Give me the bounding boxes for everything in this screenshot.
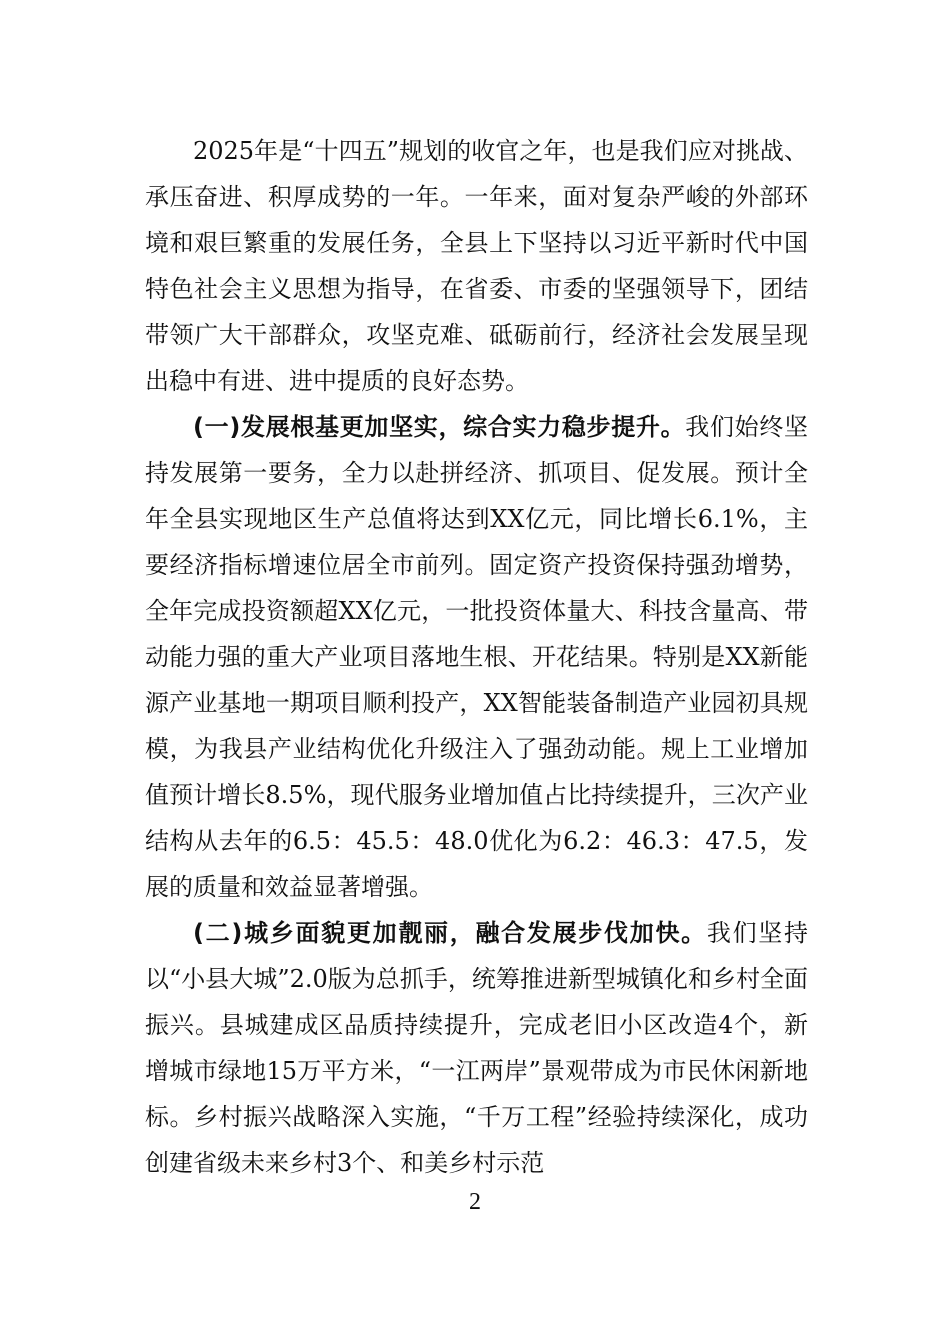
page-number: 2 <box>469 1189 481 1215</box>
paragraph-section-1 <box>145 404 808 910</box>
paragraph-intro <box>145 128 808 404</box>
section-2-text: 我们坚持以“小县大城”2.0版为总抓手，统筹推进新型城镇化和乡村全面振兴。县城建成区品质持续提升，完成老旧小区改造4个，新增城市绿地15万平方米，“一江两岸”景观带成为市民休闲新地标。乡村振兴战略深入实施，“千万工程”经验持续深化，成功创建省级未来乡村3个、和美乡村示范 <box>145 919 809 1177</box>
paragraph-section-2 <box>145 910 808 1186</box>
section-1-heading: (一)发展根基更加坚实，综合实力稳步提升。 <box>193 413 686 441</box>
paragraph-intro-text: 2025年是“十四五”规划的收官之年，也是我们应对挑战、承压奋进、积厚成势的一年。一年来，面对复杂严峻的外部环境和艰巨繁重的发展任务，全县上下坚持以习近平新时代中国特色社会主义思想为指导，在省委、市委的坚强领导下，团结带领广大干部群众，攻坚克难、砥砺前行，经济社会发展呈现出稳中有进、进中提质的良好态势。 <box>145 137 808 395</box>
document-body <box>145 128 808 1186</box>
section-2-heading: (二)城乡面貌更加靓丽，融合发展步伐加快。 <box>193 919 707 947</box>
section-1-text: 我们始终坚持发展第一要务，全力以赴拼经济、抓项目、促发展。预计全年全县实现地区生产总值将达到XX亿元，同比增长6.1%，主要经济指标增速位居全市前列。固定资产投资保持强劲增势，全年完成投资额超XX亿元，一批投资体量大、科技含量高、带动能力强的重大产业项目落地生根、开花结果。特别是XX新能源产业基地一期项目顺利投产，XX智能装备制造产业园初具规模，为我县产业结构优化升级注入了强劲动能。规上工业增加值预计增长8.5%，现代服务业增加值占比持续提升，三次产业结构从去年的6.5：45.5：48.0优化为6.2：46.3：47.5，发展的质量和效益显著增强。 <box>145 413 809 901</box>
